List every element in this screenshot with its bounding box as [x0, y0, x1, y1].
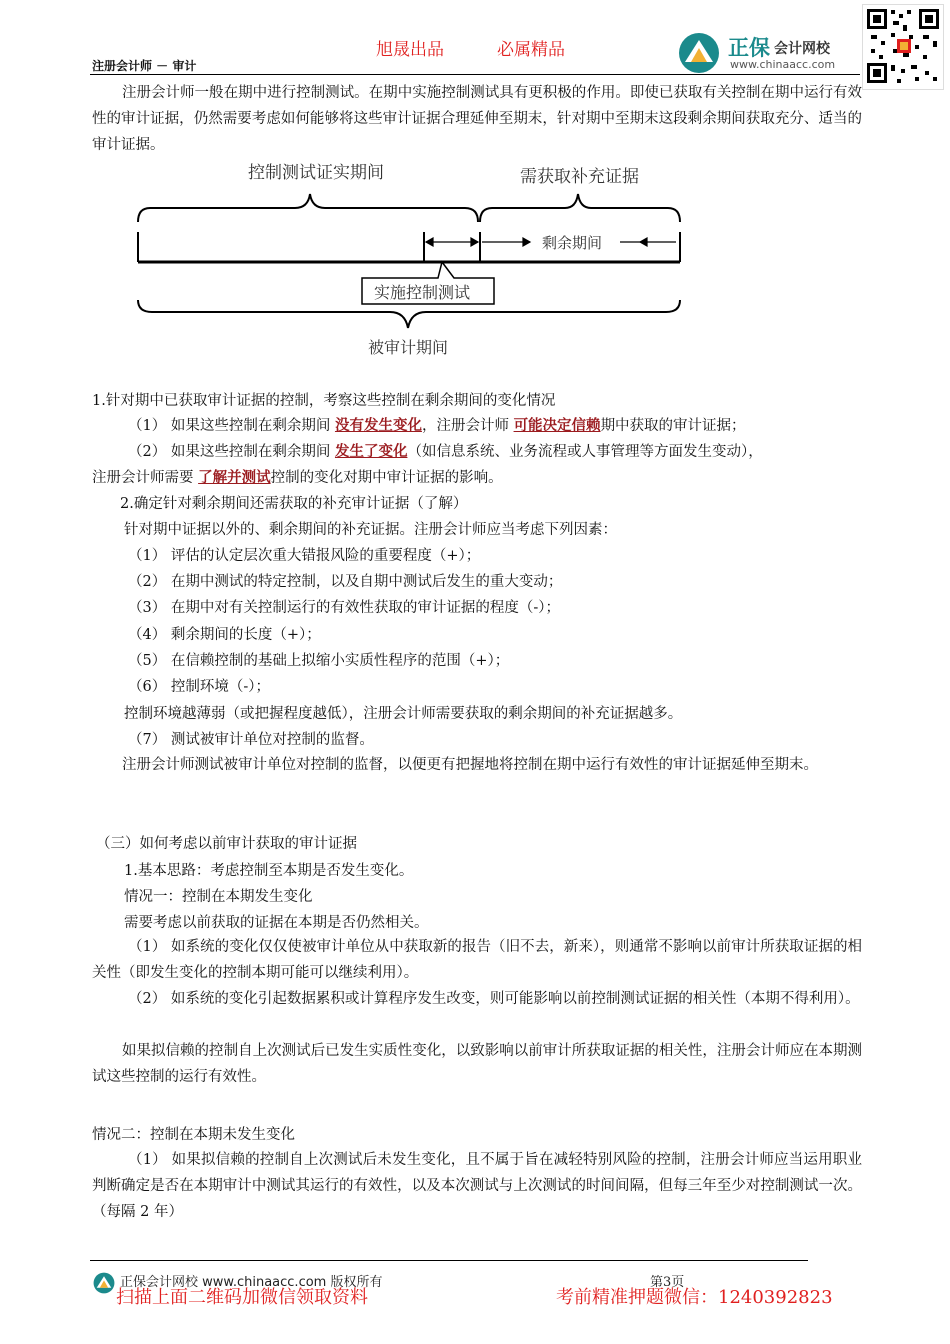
- footer-logo-icon: [92, 1272, 116, 1294]
- footer-page-number: 第3页: [650, 1275, 685, 1290]
- s2-monitor-paragraph: 注册会计师测试被审计单位对控制的监督，以便更有把握地将控制在期中运行有效性的审计证据延伸至期末。: [122, 757, 818, 773]
- footer-promo-right: 考前精准押题微信：1240392823: [556, 1287, 833, 1308]
- s2-env-note: 控制环境越薄弱（或把握程度越低），注册会计师需要获取的剩余期间的补充证据越多。: [124, 706, 683, 722]
- s3-case1-p1: （1） 如系统的变化仅仅使被审计单位从中获取新的报告（旧不去，新来），则通常不影响以前审计所获取证据的相关性（即发生变化的控制本期可能可以继续利用）。: [92, 939, 862, 981]
- label-need-evidence: 需获取补充证据: [520, 167, 639, 187]
- s1-item2-d: 控制的变化对期中审计证据的影响。: [270, 470, 503, 486]
- header-slogan-right: 必属精品: [497, 40, 565, 60]
- s1-item2-em1: 发生了变化: [334, 443, 408, 460]
- logo-brand-suffix: 会计网校: [774, 41, 830, 57]
- s2-item-4: （4） 剩余期间的长度（+）；: [128, 627, 321, 643]
- s2-item-6: （6） 控制环境（-）；: [128, 679, 270, 695]
- qr-code: [862, 4, 944, 90]
- s3-case1-intro: 需要考虑以前获取的证据在本期是否仍然相关。: [124, 915, 429, 931]
- brace-test-period: [138, 194, 478, 222]
- s2-intro: 针对期中证据以外的、剩余期间的补充证据。注册会计师应当考虑下列因素：: [124, 522, 617, 538]
- s1-item1-b: ，注册会计师: [421, 418, 514, 434]
- period-diagram: [120, 150, 710, 370]
- s1-item1-a: （1） 如果这些控制在剩余期间: [128, 418, 335, 434]
- s2-heading: 2.确定针对剩余期间还需获取的补充审计证据（了解）: [120, 496, 468, 512]
- s2-item-3: （3） 在期中对有关控制运行的有效性获取的审计证据的程度（-）；: [128, 600, 560, 616]
- s3-case1-p2: （2） 如系统的变化引起数据累积或计算程序发生改变，则可能影响以前控制测试证据的相关性（本期不得利用）。: [128, 991, 860, 1007]
- s1-item2-b: （如信息系统、业务流程或人事管理等方面发生变动），: [407, 444, 763, 460]
- s1-item2-em2: 了解并测试: [198, 469, 271, 486]
- qr-code-icon: [863, 5, 943, 89]
- s3-case1: 情况一：控制在本期发生变化: [124, 889, 313, 905]
- s1-item2-line2: [92, 468, 503, 488]
- s3-case2-p1: （1） 如果拟信赖的控制自上次测试后未发生变化，且不属于旨在减轻特别风险的控制，注册会计师应当运用职业判断确定是否在本期审计中测试其运行的有效性，以及本次测试与上次测试的时间间隔，但每三年至少对控制测试一次。（每隔 2 年）: [92, 1152, 862, 1220]
- chinaacc-logo: [676, 30, 856, 76]
- footer-copyright: 正保会计网校 www.chinaacc.com 版权所有: [120, 1275, 383, 1290]
- brace-need-evidence: [480, 194, 680, 222]
- label-implement: 实施控制测试: [374, 283, 471, 302]
- s1-heading: 1.针对期中已获取审计证据的控制，考察这些控制在剩余期间的变化情况: [92, 393, 556, 409]
- s1-item1-em2: 可能决定信赖: [513, 417, 601, 434]
- s1-item2-line1: [128, 442, 763, 462]
- logo-brand-name: 正保: [728, 36, 770, 60]
- label-audited-period: 被审计期间: [368, 338, 449, 357]
- s3-heading: （三）如何考虑以前审计获取的审计证据: [96, 836, 357, 852]
- s2-item-5: （5） 在信赖控制的基础上拟缩小实质性程序的范围（+）；: [128, 653, 510, 669]
- s1-item2-c: 注册会计师需要: [92, 470, 199, 486]
- s3-basic: 1.基本思路：考虑控制至本期是否发生变化。: [124, 863, 414, 879]
- footer-rule: [90, 1260, 808, 1261]
- s2-item-7: （7） 测试被审计单位对控制的监督。: [128, 732, 374, 748]
- label-remaining: 剩余期间: [542, 234, 603, 252]
- logo-url: www.chinaacc.com: [730, 58, 836, 71]
- header-rule: [90, 74, 860, 75]
- s1-item2-a: （2） 如果这些控制在剩余期间: [128, 444, 335, 460]
- intro-paragraph: 注册会计师一般在期中进行控制测试。在期中实施控制测试具有更积极的作用。即使已获取有关控制在期中运行有效性的审计证据，仍然需要考虑如何能够将这些审计证据合理延伸至期末，针对期中至期末这段剩余期间获取充分、适当的审计证据。: [92, 85, 862, 153]
- s2-item-1: （1） 评估的认定层次重大错报风险的重要程度（+）；: [128, 548, 481, 564]
- footer-promo-left: 扫描上面二维码加微信领取资料: [116, 1287, 368, 1308]
- course-title: 注册会计师 － 审计: [92, 59, 197, 73]
- s1-item1-em1: 没有发生变化: [334, 417, 422, 434]
- s1-item1-c: 期中获取的审计证据；: [600, 418, 746, 434]
- s3-case2: 情况二：控制在本期未发生变化: [92, 1127, 295, 1143]
- s2-item-2: （2） 在期中测试的特定控制，以及自期中测试后发生的重大变动；: [128, 574, 563, 590]
- header-slogan-left: 旭晟出品: [376, 40, 444, 60]
- logo-emblem-icon: [676, 32, 722, 74]
- s3-case1-p3: 如果拟信赖的控制自上次测试后已发生实质性变化，以致影响以前审计所获取证据的相关性，注册会计师应在本期测试这些控制的运行有效性。: [92, 1043, 862, 1085]
- s1-item1: [128, 416, 746, 436]
- label-test-period: 控制测试证实期间: [248, 163, 384, 183]
